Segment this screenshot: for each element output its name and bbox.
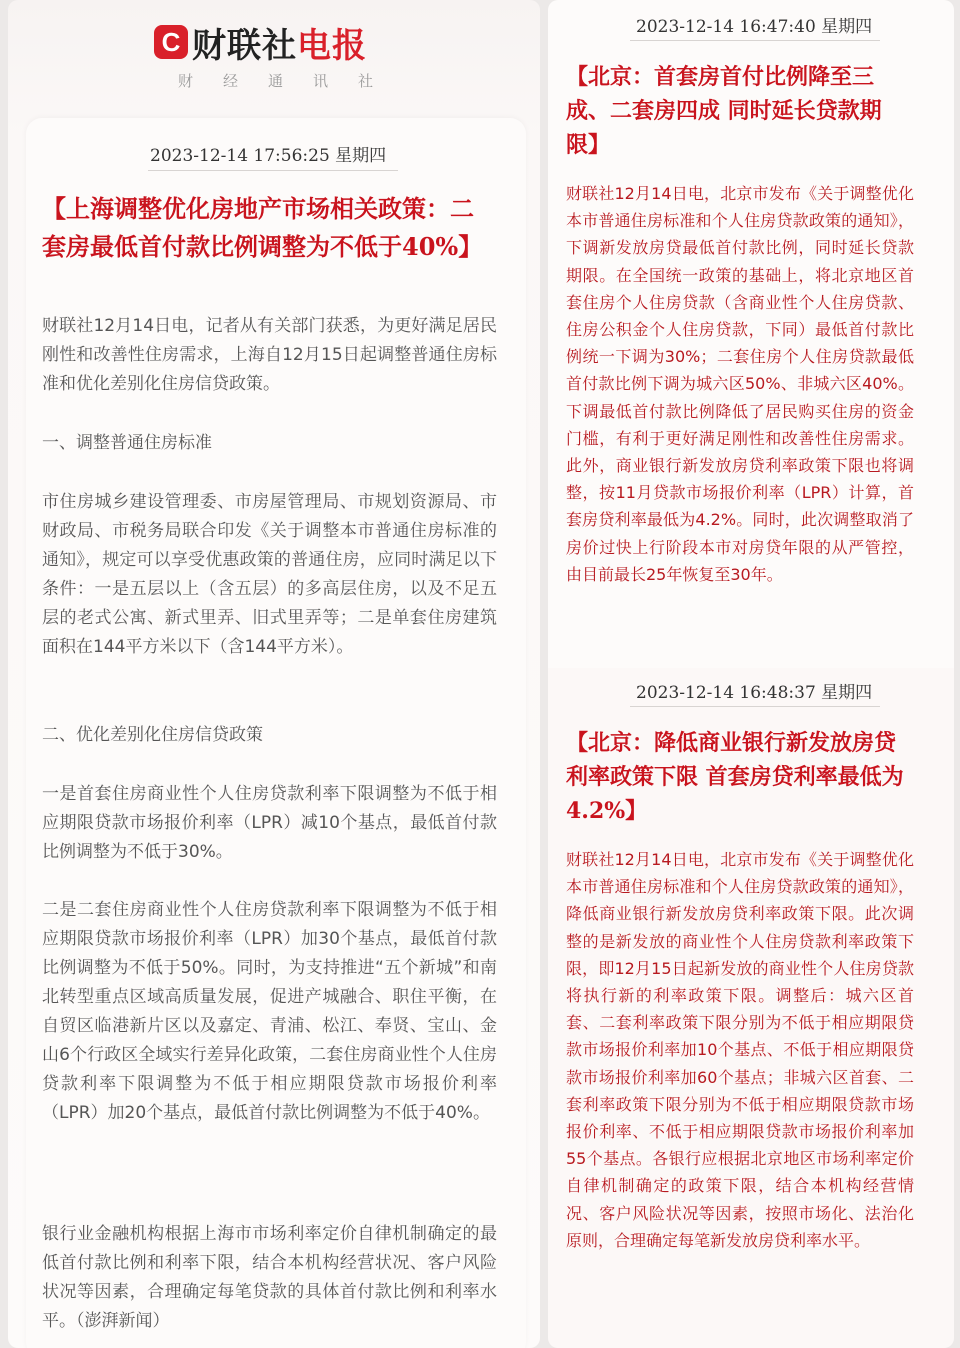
brand-logo bbox=[154, 20, 367, 64]
right-bottom-headline: 【北京：降低商业银行新发放房贷利率政策下限 首套房贷利率最低为4.2%】 bbox=[566, 730, 904, 824]
left-paragraph-3: 一是首套住房商业性个人住房贷款利率下限调整为不低于相应期限贷款市场报价利率（LPR）减10个基点，最低首付款比例调整为不低于30%。 bbox=[42, 784, 497, 862]
left-paragraph-2: 市住房城乡建设管理委、市房屋管理局、市规划资源局、市财政局、市税务局联合印发《关于调整本市普通住房标准的通知》，规定可以享受优惠政策的普通住房，应同时满足以下条件：一是五层以上（含五层）的多高层住房，以及不足五层的老式公寓、新式里弄、旧式里弄等；二是单套住房建筑面积在144平方米以下（含144平方米）。 bbox=[42, 492, 497, 657]
left-paragraph-4: 二是二套住房商业性个人住房贷款利率下限调整为不低于相应期限贷款市场报价利率（LPR）加30个基点，最低首付款比例调整为不低于50%。同时，为支持推进“五个新城”和南北转型重点区域高质量发展，促进产城融合、职住平衡，在自贸区临港新片区以及嘉定、青浦、松江、奉贤、宝山、金山6个行政区全域实行差异化政策，二套住房商业性个人住房贷款利率下限调整为不低于相应期限贷款市场报价利率（LPR）加20个基点，最低首付款比例调整为不低于40%。 bbox=[42, 900, 497, 1123]
left-paragraph-1: 财联社12月14日电，记者从有关部门获悉，为更好满足居民刚性和改善性住房需求，上海自12月15日起调整普通住房标准和优化差别化住房信贷政策。 bbox=[42, 316, 497, 394]
left-timestamp: 2023-12-14 17:56:25 星期四 bbox=[150, 146, 387, 166]
left-section-heading-1: 一、调整普通住房标准 bbox=[42, 433, 212, 453]
left-paragraph-5: 银行业金融机构根据上海市市场利率定价自律机制确定的最低首付款比例和利率下限，结合本机构经营状况、客户风险状况等因素，合理确定每笔贷款的具体首付款比例和利率水平。（澎湃新闻） bbox=[42, 1224, 497, 1331]
left-section-heading-2: 二、优化差别化住房信贷政策 bbox=[42, 725, 263, 745]
right-bottom-body: 财联社12月14日电，北京市发布《关于调整优化本市普通住房标准和个人住房贷款政策的通知》，降低商业银行新发放房贷利率政策下限。此次调整的是新发放的商业性个人住房贷款利率政策下限，即12月15日起新发放的商业性个人住房贷款将执行新的利率政策下限。调整后：城六区首套、二套利率政策下限分别为不低于相应期限贷款市场报价利率加10个基点、不低于相应期限贷款市场报价利率加60个基点；非城六区首套、二套利率政策下限分别为不低于相应期限贷款市场报价利率、不低于相应期限贷款市场报价利率加55个基点。各银行应根据北京地区市场利率定价自律机制确定的政策下限，结合本机构经营情况、客户风险状况等因素，按照市场化、法治化原则，合理确定每笔新发放房贷利率水平。 bbox=[566, 850, 914, 1250]
right-top-headline: 【北京：首套房首付比例降至三成、二套房四成 同时延长贷款期限】 bbox=[566, 64, 882, 158]
right-bottom-timestamp: 2023-12-14 16:48:37 星期四 bbox=[636, 683, 873, 703]
right-bottom-timestamp-divider bbox=[630, 706, 880, 707]
left-timestamp-divider bbox=[148, 170, 398, 171]
left-headline: 【上海调整优化房地产市场相关政策：二套房最低首付款比例调整为不低于40%】 bbox=[42, 194, 483, 261]
right-bottom-news-panel bbox=[548, 668, 954, 1348]
brand-name: 财联社 bbox=[192, 25, 297, 66]
brand-name-red: 电报 bbox=[297, 25, 367, 66]
right-top-timestamp-divider bbox=[630, 40, 880, 41]
brand-c-icon: C bbox=[154, 25, 188, 59]
brand-subtitle: 财经通讯社 bbox=[178, 72, 404, 90]
right-top-body: 财联社12月14日电，北京市发布《关于调整优化本市普通住房标准和个人住房贷款政策的通知》，下调新发放房贷最低首付款比例，同时延长贷款期限。在全国统一政策的基础上，将北京地区首套住房个人住房贷款（含商业性个人住房贷款、住房公积金个人住房贷款，下同）最低首付款比例统一下调为30%；二套住房个人住房贷款最低首付款比例下调为城六区50%、非城六区40%。下调最低首付款比例降低了居民购买住房的资金门槛，有利于更好满足刚性和改善性住房需求。此外，商业银行新发放房贷利率政策下限也将调整，按11月贷款市场报价利率（LPR）计算，首套房贷利率最低为4.2%。同时，此次调整取消了房价过快上行阶段本市对房贷年限的从严管控，由目前最长25年恢复至30年。 bbox=[566, 184, 914, 584]
left-news-panel bbox=[8, 0, 540, 1348]
right-top-news-panel bbox=[548, 0, 954, 668]
right-top-timestamp: 2023-12-14 16:47:40 星期四 bbox=[636, 17, 873, 37]
